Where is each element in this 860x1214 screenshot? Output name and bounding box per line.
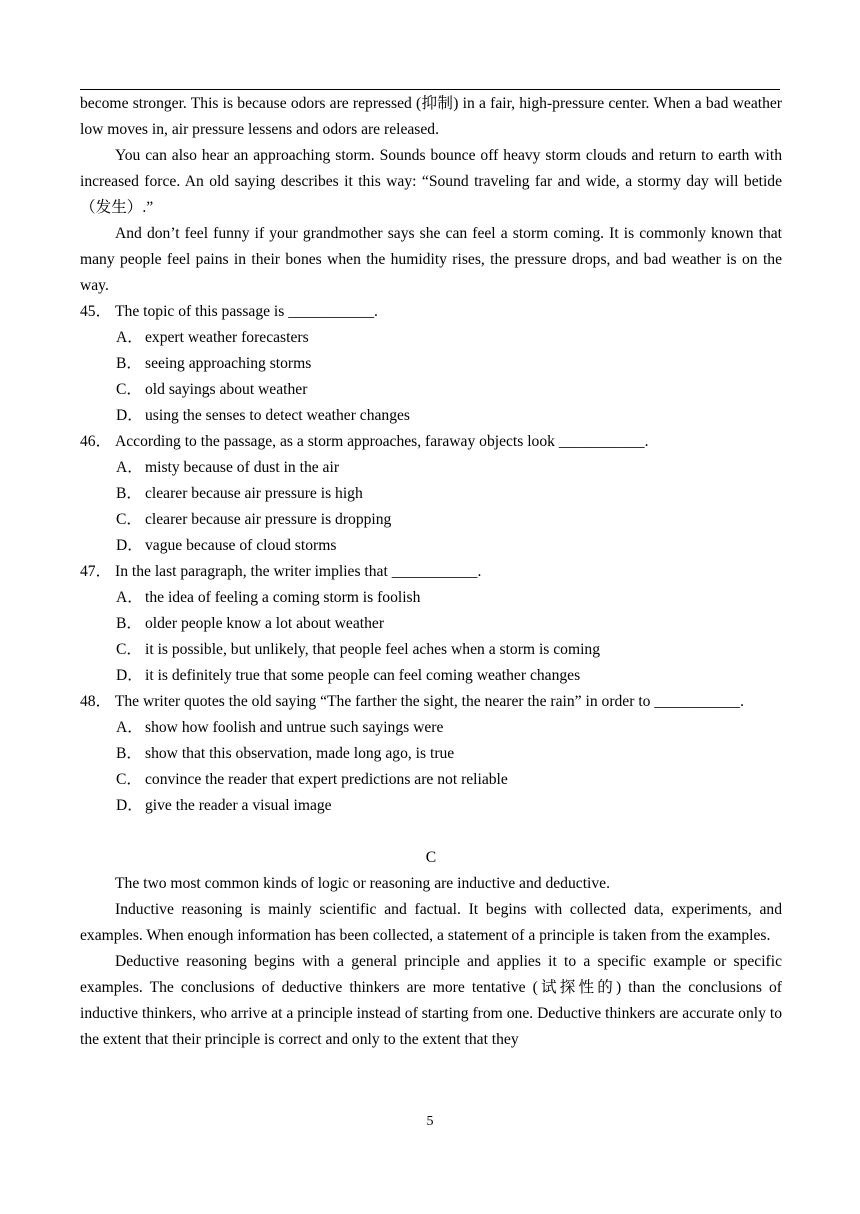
option-letter: B． <box>116 745 142 762</box>
option-text: clearer because air pressure is high <box>145 485 363 502</box>
option-text: seeing approaching storms <box>145 355 312 372</box>
option-letter: C． <box>116 641 142 658</box>
option-letter: A． <box>116 329 143 346</box>
option-45-d <box>80 403 782 429</box>
option-text: vague because of cloud storms <box>145 537 337 554</box>
option-text: the idea of feeling a coming storm is foolish <box>145 589 421 606</box>
option-letter: C． <box>116 381 142 398</box>
question-stem: The topic of this passage is ___________. <box>115 303 378 320</box>
question-stem: The writer quotes the old saying “The farther the sight, the nearer the rain” in order to ___________. <box>114 693 745 710</box>
option-text: misty because of dust in the air <box>145 459 340 476</box>
passage-paragraph: And don’t feel funny if your grandmother says she can feel a storm coming. It is commonly known that many people feel pains in their bones when the humidity rises, the pressure drops, and bad weather is on the way. <box>80 225 782 294</box>
question-48 <box>80 689 782 715</box>
option-text: expert weather forecasters <box>145 329 309 346</box>
question-number: 45． <box>80 303 112 320</box>
option-45-b <box>80 351 782 377</box>
option-letter: D． <box>116 537 143 554</box>
option-47-d <box>80 663 782 689</box>
question-47 <box>80 559 782 585</box>
question-46 <box>80 429 782 455</box>
option-46-a <box>80 455 782 481</box>
option-45-c <box>80 377 782 403</box>
option-text: show that this observation, made long ago, is true <box>145 745 455 762</box>
question-stem: According to the passage, as a storm approaches, faraway objects look ___________. <box>115 433 649 450</box>
option-letter: D． <box>116 667 143 684</box>
option-text: clearer because air pressure is dropping <box>145 511 392 528</box>
option-letter: A． <box>116 719 143 736</box>
option-47-a <box>80 585 782 611</box>
question-stem: In the last paragraph, the writer implies that ___________. <box>115 563 482 580</box>
passage-paragraph: Deductive reasoning begins with a general principle and applies it to a specific example or specific examples. The conclusions of deductive thinkers are more tentative (试探性的) than the conclusions of inductive thinkers, who arrive at a principle instead of starting from one. Deductive thinkers are accurate only to the extent that their principle is correct and only to the extent that they <box>80 953 782 1048</box>
option-48-d <box>80 793 782 819</box>
option-letter: D． <box>116 797 143 814</box>
option-letter: B． <box>116 615 142 632</box>
option-letter: D． <box>116 407 143 424</box>
option-letter: C． <box>116 511 142 528</box>
passage-paragraph: The two most common kinds of logic or reasoning are inductive and deductive. <box>115 875 610 892</box>
option-46-d <box>80 533 782 559</box>
option-letter: B． <box>116 355 142 372</box>
option-text: using the senses to detect weather changes <box>145 407 411 424</box>
page-body <box>80 91 782 1053</box>
passage-paragraph: Inductive reasoning is mainly scientific and factual. It begins with collected data, experiments, and examples. When enough information has been collected, a statement of a principle is taken from the examples. <box>80 901 782 944</box>
option-text: it is possible, but unlikely, that people feel aches when a storm is coming <box>145 641 601 658</box>
option-text: it is definitely true that some people can feel coming weather changes <box>145 667 581 684</box>
passage-paragraph: You can also hear an approaching storm. Sounds bounce off heavy storm clouds and return to earth with increased force. An old saying describes it this way: “Sound traveling far and wide, a stormy day will betide（发生）.” <box>80 147 782 216</box>
page-number: 5 <box>426 1114 434 1129</box>
option-46-c <box>80 507 782 533</box>
option-47-c <box>80 637 782 663</box>
option-48-c <box>80 767 782 793</box>
question-number: 46． <box>80 433 112 450</box>
option-45-a <box>80 325 782 351</box>
option-text: old sayings about weather <box>145 381 308 398</box>
option-47-b <box>80 611 782 637</box>
question-45 <box>80 299 782 325</box>
option-48-b <box>80 741 782 767</box>
option-text: give the reader a visual image <box>145 797 332 814</box>
option-letter: A． <box>116 459 143 476</box>
passage-paragraph: become stronger. This is because odors are repressed (抑制) in a fair, high-pressure center. When a bad weather low moves in, air pressure lessens and odors are released. <box>80 95 782 138</box>
question-number: 47． <box>80 563 112 580</box>
option-text: older people know a lot about weather <box>145 615 385 632</box>
header-rule <box>80 89 780 90</box>
option-46-b <box>80 481 782 507</box>
option-letter: B． <box>116 485 142 502</box>
option-text: convince the reader that expert predictions are not reliable <box>145 771 508 788</box>
question-number: 48． <box>80 693 112 710</box>
option-text: show how foolish and untrue such sayings were <box>145 719 444 736</box>
option-48-a <box>80 715 782 741</box>
option-letter: A． <box>116 589 143 606</box>
option-letter: C． <box>116 771 142 788</box>
section-heading: C <box>425 849 437 866</box>
